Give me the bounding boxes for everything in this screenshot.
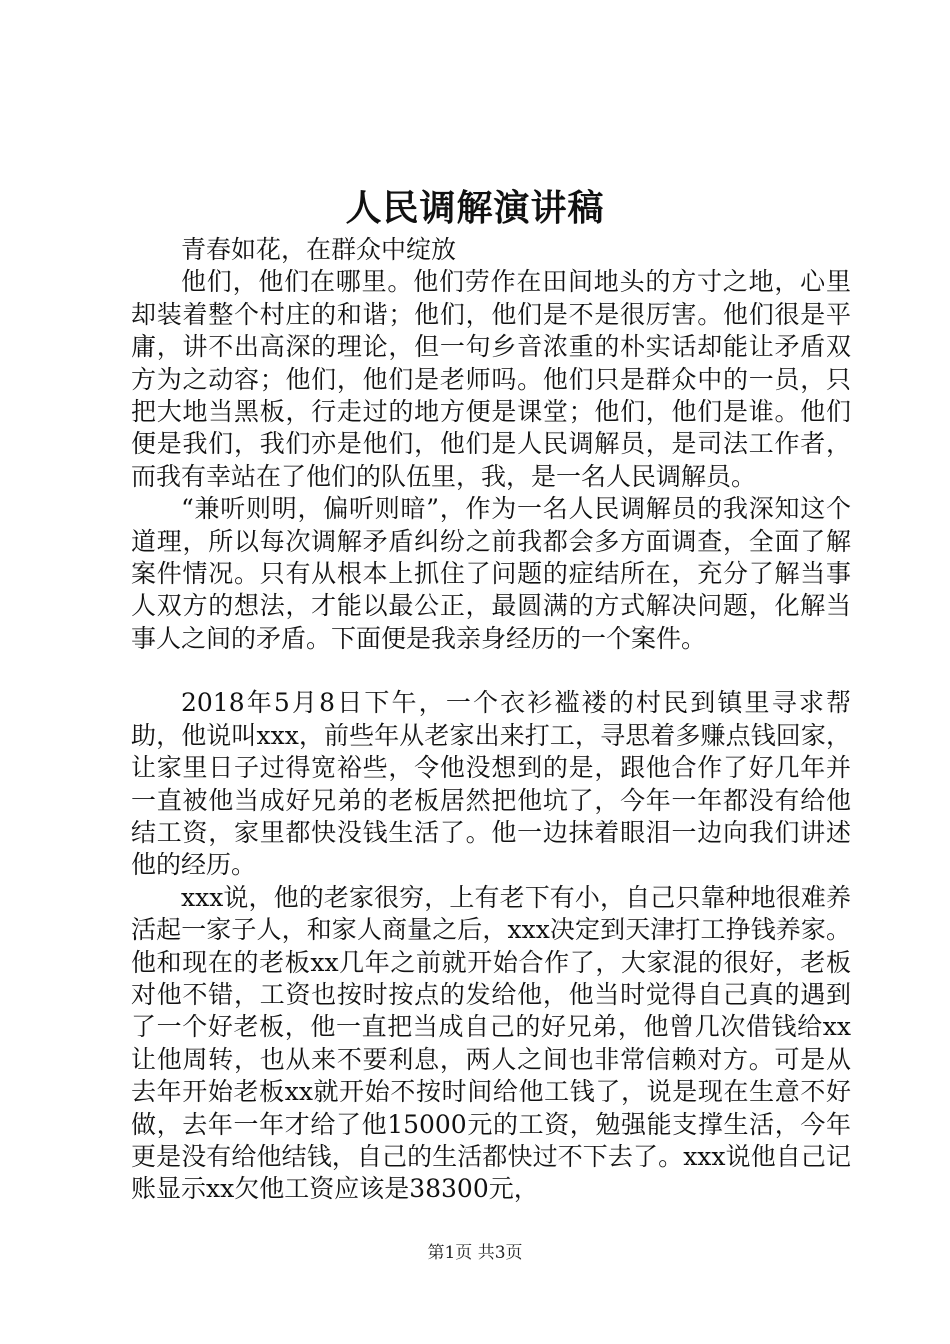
speech-subtitle: 青春如花，在群众中绽放 xyxy=(181,235,457,264)
paragraph: 他们，他们在哪里。他们劳作在田间地头的方寸之地，心里却装着整个村庄的和谐；他们，他们是不是很厉害。他们很是平庸，讲不出高深的理论，但一句乡音浓重的朴实话却能让矛盾双方为之动容；他们，他们是老师吗。他们只是群众中的一员，只把大地当黑板，行走过的地方便是课堂；他们，他们是谁。他们便是我们，我们亦是他们，他们是人民调解员，是司法工作者，而我有幸站在了他们的队伍里，我，是一名人民调解员。 xyxy=(131,267,851,491)
paragraph: xxx说，他的老家很穷，上有老下有小，自己只靠种地很难养活起一家子人，和家人商量之后，xxx决定到天津打工挣钱养家。他和现在的老板xx几年之前就开始合作了，大家混的很好，老板对他不错，工资也按时按点的发给他，他当时觉得自己真的遇到了一个好老板，他一直把当成自己的好兄弟，他曾几次借钱给xx让他周转，也从来不要利息，两人之间也非常信赖对方。可是从去年开始老板xx就开始不按时间给他工钱了，说是现在生意不好做，去年一年才给了他15000元的工资，勉强能支撑生活，今年更是没有给他结钱，自己的生活都快过不下去了。xxx说他自己记账显示xx欠他工资应该是38300元， xyxy=(131,882,851,1204)
paragraph: “兼听则明，偏听则暗”，作为一名人民调解员的我深知这个道理，所以每次调解矛盾纠纷之前我都会多方面调查，全面了解案件情况。只有从根本上抓住了问题的症结所在，充分了解当事人双方的想法，才能以最公正，最圆满的方式解决问题，化解当事人之间的矛盾。下面便是我亲身经历的一个案件。 xyxy=(131,494,851,653)
document-body xyxy=(131,234,851,1206)
document-title: 人民调解演讲稿 xyxy=(345,187,605,229)
page-number-footer: 第1页 共3页 xyxy=(427,1243,523,1263)
paragraph: 2018年5月8日下午，一个衣衫褴褛的村民到镇里寻求帮助，他说叫xxx，前些年从老家出来打工，寻思着多赚点钱回家，让家里日子过得宽裕些，令他没想到的是，跟他合作了好几年并一直被他当成好兄弟的老板居然把他坑了，今年一年都没有给他结工资，家里都快没钱生活了。他一边抹着眼泪一边向我们讲述他的经历。 xyxy=(131,688,851,880)
paragraph-gap xyxy=(131,655,851,687)
